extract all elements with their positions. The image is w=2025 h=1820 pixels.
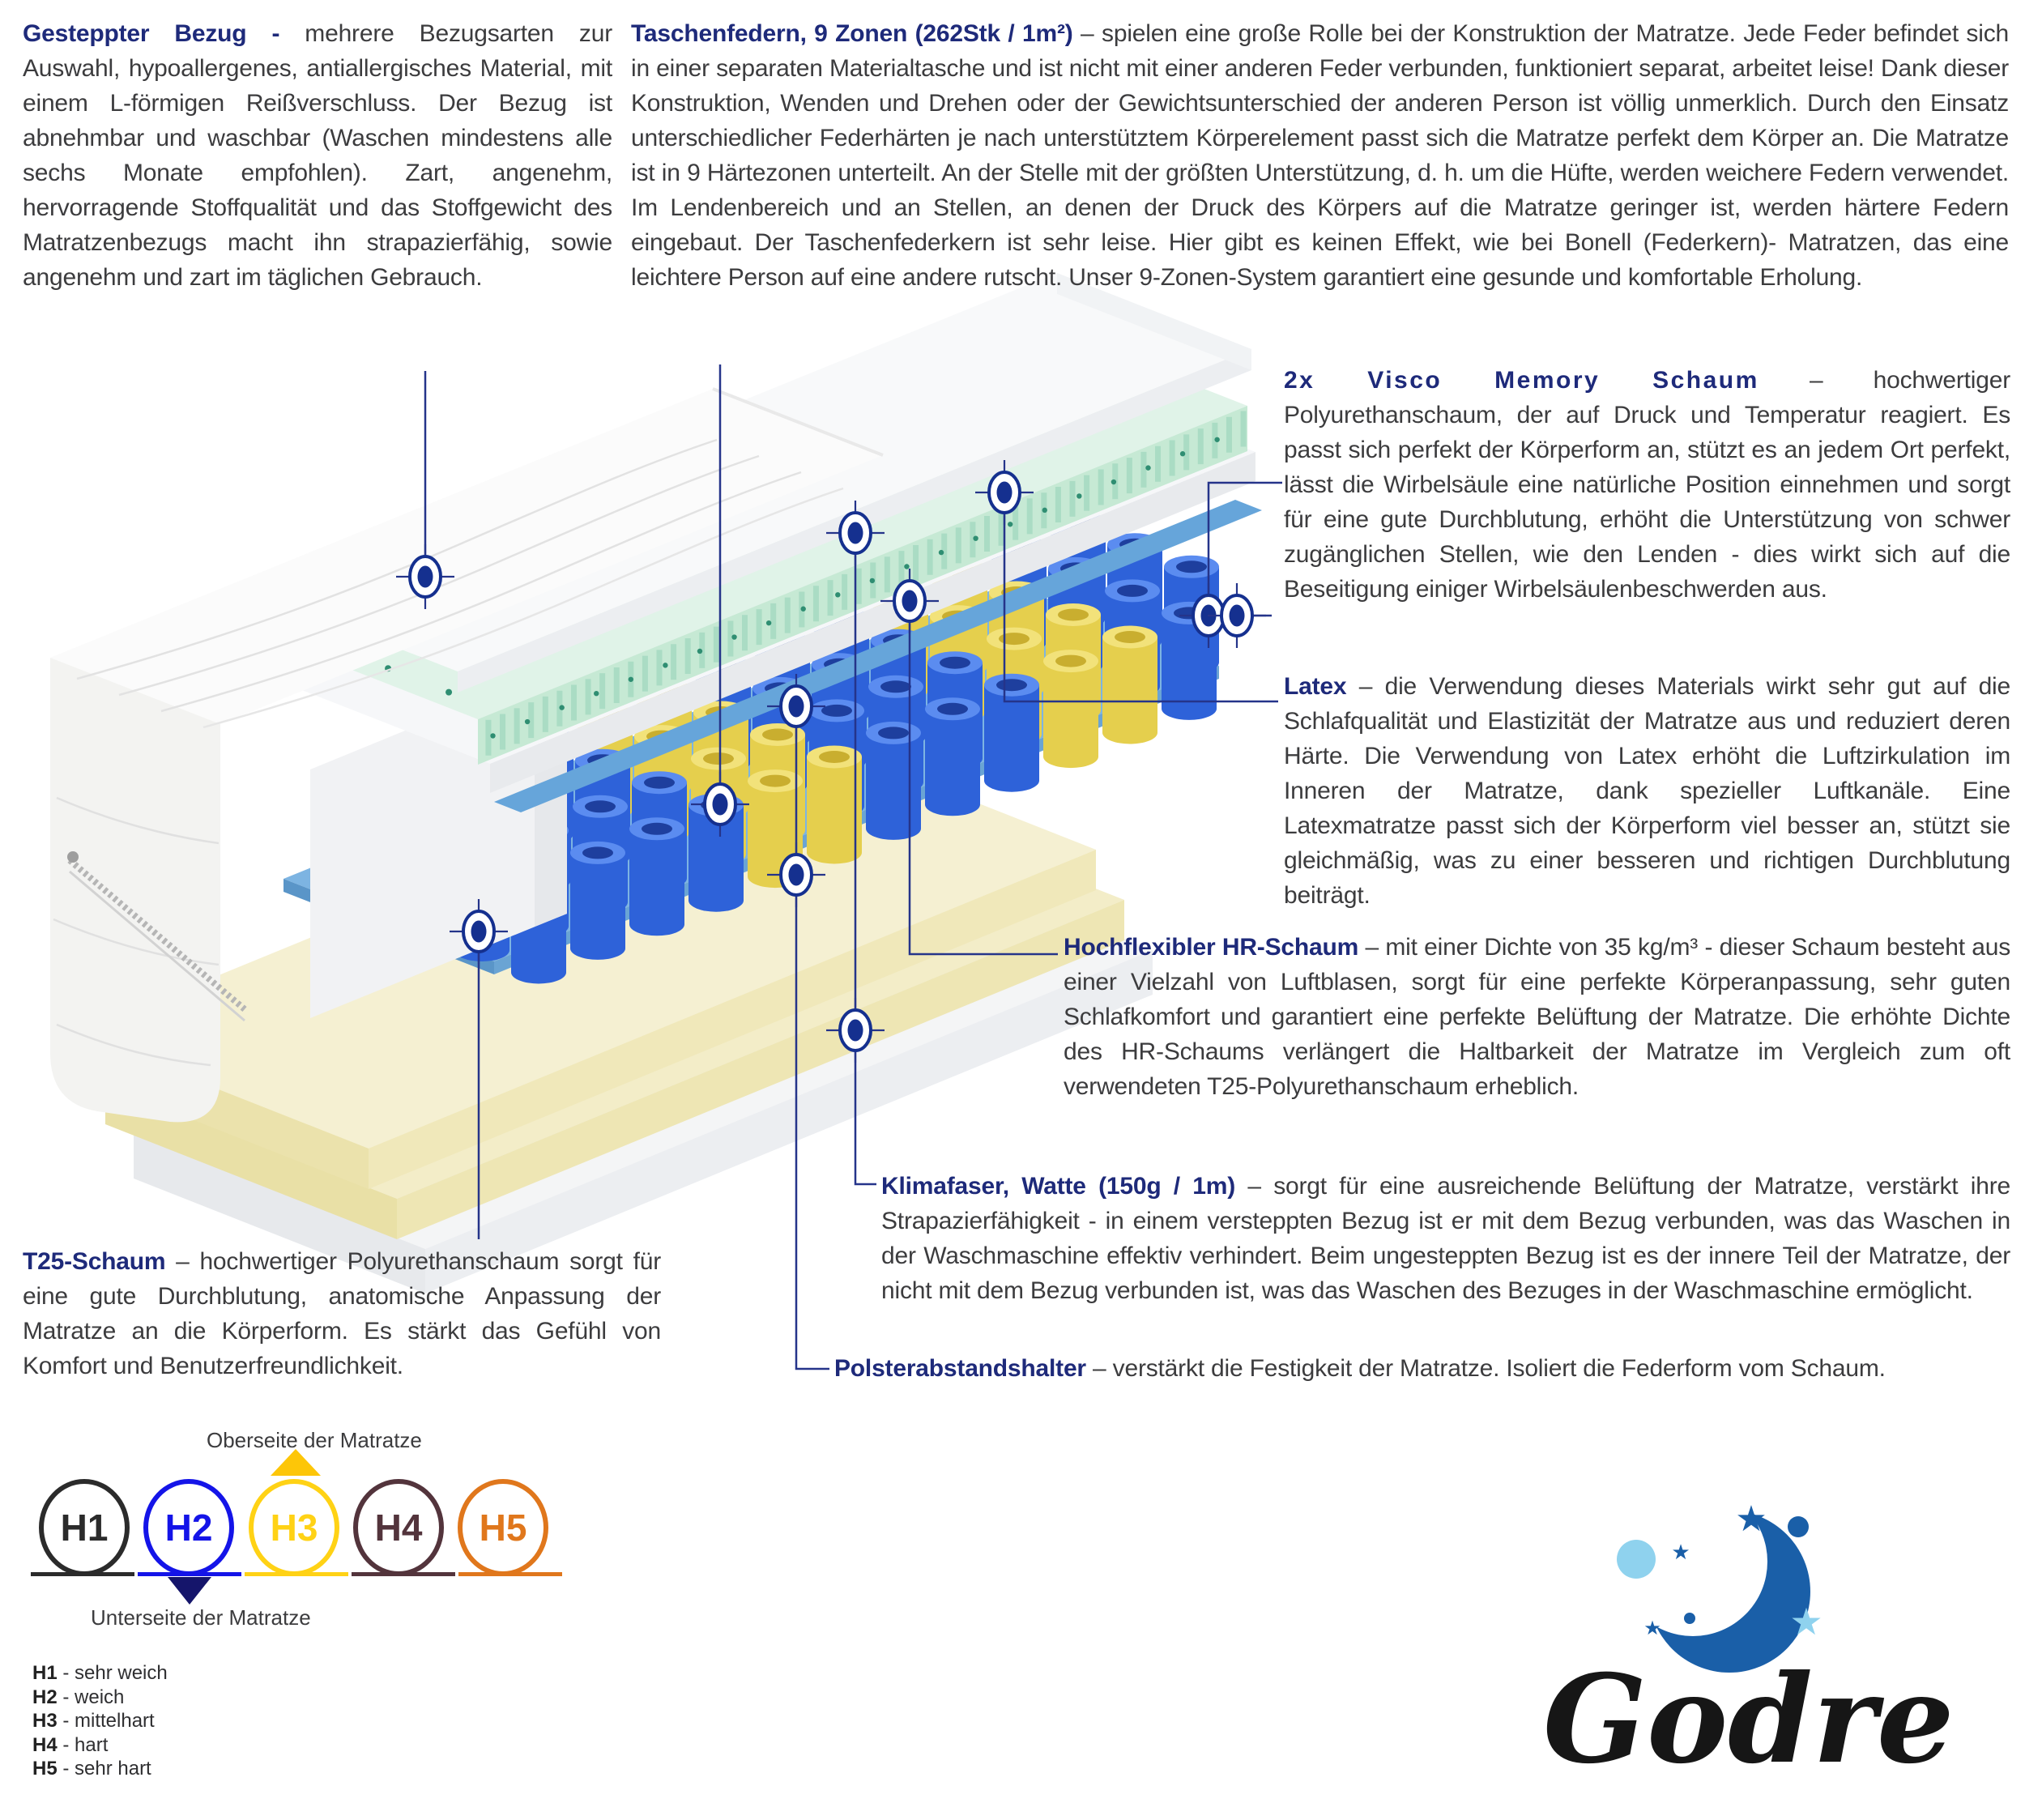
section-latex-body: die Verwendung dieses Materials wirkt sehr gut auf die Schlafqualität und Elastizität der Matratze aus und reduziert deren Härte. Die Verwendung von Latex erhöht die Luftzirkulation im Inneren der Matratze, dank spezieller Luftkanäle. Eine Latexmatratze passt sich der Körperform viel besser an, stützt sie gleichmäßig, was zu einer besseren und richtigen Durchblutung beiträgt.: [1284, 673, 2010, 909]
section-klimafaser-body: sorgt für eine ausreichende Belüftung der Matratze, verstärkt ihre Strapazierfähigkeit - in einem versteppten Bezug ist er mit dem Bezug verbunden, was das Waschen in der Waschmaschine effektiv verhindert. Beim ungesteppten Bezug ist es der innere Teil der Matratze, der nicht mit dem Bezug verbunden ist, was das Waschen des Bezuges in der Waschmaschine ermöglicht.: [881, 1173, 2010, 1304]
legend-item-h2: H2 - weich: [32, 1686, 125, 1708]
star-icon: ★: [1733, 1577, 1754, 1602]
bottom-arrow-icon: [168, 1577, 211, 1605]
spring-blue: [688, 805, 744, 912]
section-springs-body: spielen eine große Rolle bei der Konstruktion der Matratze. Jede Feder befindet sich in einer separaten Materialtasche und ist nicht mit einer anderen Feder verbunden, funktioniert separat, arbeitet leise! Dank dieser Konstruktion, Wenden und Drehen oder der Gewichtsunterschied der anderen Person ist völlig unmerklich. Durch den Einsatz unterschiedlicher Federhärten je nach unterstütztem Körperelement passt sich die Matratze perfekt dem Körper an. Die Matratze ist in 9 Härtezonen unterteilt. An der Stelle mit der größten Unterstützung, d. h. um die Hüfte, werden weichere Federn verwendet. Im Lendenbereich und an Stellen, an denen der Druck des Körpers auf die Matratze geringer ist, werden härtere Federn eingebaut. Der Taschenfederkern ist sehr leise. Hier gibt es keinen Effekt, wie bei Bonell (Federkern)- Matratzen, das eine leichtere Person auf eine andere rutscht. Unser 9-Zonen-System garantiert eine gesunde und komfortable Erholung.: [631, 20, 2009, 291]
section-latex: Latex – die Verwendung dieses Materials wirkt sehr gut auf die Schlafqualität und Elastizität der Matratze aus und reduziert deren Härte. Die Verwendung von Latex erhöht die Luftzirkulation im Inneren der Matratze, dank spezieller Luftkanäle. Eine Latexmatratze passt sich der Körperform viel besser an, stützt sie gleichmäßig, was zu einer besseren und richtigen Durchblutung beiträgt.: [1284, 673, 2010, 909]
legend-item-h4: H4 - hart: [32, 1733, 109, 1756]
section-polster: Polsterabstandshalter – verstärkt die Festigkeit der Matratze. Isoliert die Federform vom Schaum.: [834, 1355, 1886, 1382]
hardness-bottom-label: Unterseite der Matratze: [91, 1605, 311, 1630]
hardness-underline-h2: [138, 1572, 241, 1576]
section-polster-body: verstärkt die Festigkeit der Matratze. Isoliert die Federform vom Schaum.: [1112, 1355, 1886, 1382]
hardness-top-label: Oberseite der Matratze: [207, 1428, 422, 1452]
section-klimafaser-title: Klimafaser, Watte (150g / 1m): [881, 1173, 1236, 1200]
section-t25-title: T25-Schaum: [23, 1248, 166, 1275]
spring-yellow: [807, 757, 862, 864]
top-arrow-icon: [271, 1449, 321, 1476]
section-polster-title: Polsterabstandshalter: [834, 1355, 1086, 1382]
section-cover-title: Gesteppter Bezug: [23, 20, 247, 47]
spring-blue: [1162, 613, 1217, 720]
section-hr-foam-body: mit einer Dichte von 35 kg/m³ - dieser Schaum besteht aus einer Vielzahl von Luftblasen, sorgt für eine perfekte Körperanpassung, sehr guten Schlafkomfort und garantiert eine perfekte Belüftung der Matratze. Die erhöhte Dichte des HR-Schaums verlängert die Haltbarkeit der Matratze im Vergleich zum oft verwendeten T25-Polyurethanschaum erheblich.: [1064, 934, 2010, 1100]
hardness-underline-h1: [31, 1572, 134, 1576]
section-visco-body: hochwertiger Polyurethanschaum, der auf Druck und Temperatur reagiert. Es passt sich perfekt der Körperform an, stützt es an jedem Ort perfekt, lässt die Wirbelsäule eine natürliche Position einnehmen und sorgt für eine gute Durchblutung, erhöht die Unterstützung von schwer zugänglichen Stellen, wie den Lenden - dies wirkt sich auf die Beseitigung einiger Wirbelsäulenbeschwerden aus.: [1284, 367, 2011, 603]
legend-item-h5: H5 - sehr hart: [32, 1758, 151, 1780]
spring-blue: [570, 853, 625, 960]
section-cover: Gesteppter Bezug - mehrere Bezugsarten zur Auswahl, hypoallergenes, antiallergisches Material, mit einem L-förmigen Reißverschluss. Der Bezug ist abnehmbar und waschbar (Waschen mindestens alle sechs Monate empfohlen). Zart, angenehm, hervorragende Stoffqualität und das Stoffgewicht des Matratzenbezugs macht ihn strapazierfähig, sowie angenehm und zart im täglichen Gebrauch.: [23, 20, 612, 291]
legend-item-h1: H1 - sehr weich: [32, 1662, 168, 1684]
section-t25: T25-Schaum – hochwertiger Polyurethanschaum sorgt für eine gute Durchblutung, anatomische Anpassung der Matratze an die Körperform. Es stärkt das Gefühl von Komfort und Benutzerfreundlichkeit.: [23, 1248, 661, 1379]
section-cover-body: mehrere Bezugsarten zur Auswahl, hypoallergenes, antiallergisches Material, mit einem L-förmigen Reißverschluss. Der Bezug ist abnehmbar und waschbar (Waschen mindestens alle sechs Monate empfohlen). Zart, angenehm, hervorragende Stoffqualität und das Stoffgewicht des Matratzenbezugs macht ihn strapazierfähig, sowie angenehm und zart im täglichen Gebrauch.: [23, 20, 612, 291]
small-blue-dot-icon: [1684, 1613, 1695, 1624]
legend-item-h3: H3 - mittelhart: [32, 1710, 155, 1732]
brand-name: Godre: [1543, 1648, 1955, 1791]
hardness-underline-h4: [352, 1572, 455, 1576]
section-visco-title: 2x Visco Memory Schaum: [1284, 367, 1759, 394]
section-springs-title: Taschenfedern, 9 Zonen (262Stk / 1m²): [631, 20, 1073, 47]
spring-blue: [984, 685, 1039, 792]
brand-logo: [1531, 1442, 2017, 1814]
spring-blue: [925, 709, 980, 816]
section-visco: 2x Visco Memory Schaum – hochwertiger Polyurethanschaum, der auf Druck und Temperatur reagiert. Es passt sich perfekt der Körperform an, stützt es an jedem Ort perfekt, lässt die Wirbelsäule eine natürliche Position einnehmen und sorgt für eine gute Durchblutung, erhöht die Unterstützung von schwer zugänglichen Stellen, wie den Lenden - dies wirkt sich auf die Beseitigung einiger Wirbelsäulenbeschwerden aus.: [1284, 367, 2011, 603]
hardness-circle-h5: H5: [458, 1479, 548, 1576]
spring-yellow: [1043, 661, 1098, 768]
spring-blue: [866, 733, 921, 840]
blue-dot-icon: [1788, 1516, 1809, 1537]
section-springs: Taschenfedern, 9 Zonen (262Stk / 1m²) – spielen eine große Rolle bei der Konstruktion der Matratze. Jede Feder befindet sich in einer separaten Materialtasche und ist nicht mit einer anderen Feder verbunden, funktioniert separat, arbeitet leise! Dank dieser Konstruktion, Wenden und Drehen oder der Gewichtsunterschied der anderen Person ist völlig unmerklich. Durch den Einsatz unterschiedlicher Federhärten je nach unterstütztem Körperelement passt sich die Matratze perfekt dem Körper an. Die Matratze ist in 9 Härtezonen unterteilt. An der Stelle mit der größten Unterstützung, d. h. um die Hüfte, werden weichere Federn verwendet. Im Lendenbereich und an Stellen, an denen der Druck des Körpers auf die Matratze geringer ist, werden härtere Federn eingebaut. Der Taschenfederkern ist sehr leise. Hier gibt es keinen Effekt, wie bei Bonell (Federkern)- Matratzen, das eine leichtere Person auf eine andere rutscht. Unser 9-Zonen-System garantiert eine gesunde und komfortable Erholung.: [631, 20, 2009, 291]
star-icon: ★: [1671, 1540, 1690, 1564]
spring-yellow: [1102, 637, 1157, 744]
star-icon: ★: [1789, 1600, 1823, 1643]
hardness-circle-h4: H4: [353, 1479, 444, 1576]
section-t25-body: hochwertiger Polyurethanschaum sorgt für eine gute Durchblutung, anatomische Anpassung der Matratze an die Körperform. Es stärkt das Gefühl von Komfort und Benutzerfreundlichkeit.: [23, 1248, 661, 1379]
star-icon: ★: [1735, 1499, 1767, 1539]
spring-blue: [629, 829, 684, 936]
hardness-circle-h3: H3: [249, 1479, 339, 1576]
hardness-underline-h3: [245, 1572, 348, 1576]
hardness-circle-h1: H1: [39, 1479, 130, 1576]
section-hr-foam-title: Hochflexibler HR-Schaum: [1064, 934, 1359, 961]
star-icon: ★: [1643, 1618, 1661, 1639]
hardness-underline-h5: [458, 1572, 562, 1576]
section-hr-foam: Hochflexibler HR-Schaum – mit einer Dichte von 35 kg/m³ - dieser Schaum besteht aus einer Vielzahl von Luftblasen, sorgt für eine perfekte Körperanpassung, sehr guten Schlafkomfort und garantiert eine perfekte Belüftung der Matratze. Die erhöhte Dichte des HR-Schaums verlängert die Haltbarkeit der Matratze im Vergleich zum oft verwendeten T25-Polyurethanschaum erheblich.: [1064, 934, 2010, 1100]
section-latex-title: Latex: [1284, 673, 1347, 700]
hardness-circle-h2: H2: [143, 1479, 234, 1576]
light-blue-dot-icon: [1617, 1540, 1656, 1579]
spring-yellow: [748, 781, 803, 888]
section-klimafaser: Klimafaser, Watte (150g / 1m) – sorgt für eine ausreichende Belüftung der Matratze, verstärkt ihre Strapazierfähigkeit - in einem versteppten Bezug ist er mit dem Bezug verbunden, was das Waschen in der Waschmaschine effektiv verhindert. Beim ungesteppten Bezug ist es der innere Teil der Matratze, der nicht mit dem Bezug verbunden ist, was das Waschen des Bezuges in der Waschmaschine ermöglicht.: [881, 1173, 2010, 1304]
